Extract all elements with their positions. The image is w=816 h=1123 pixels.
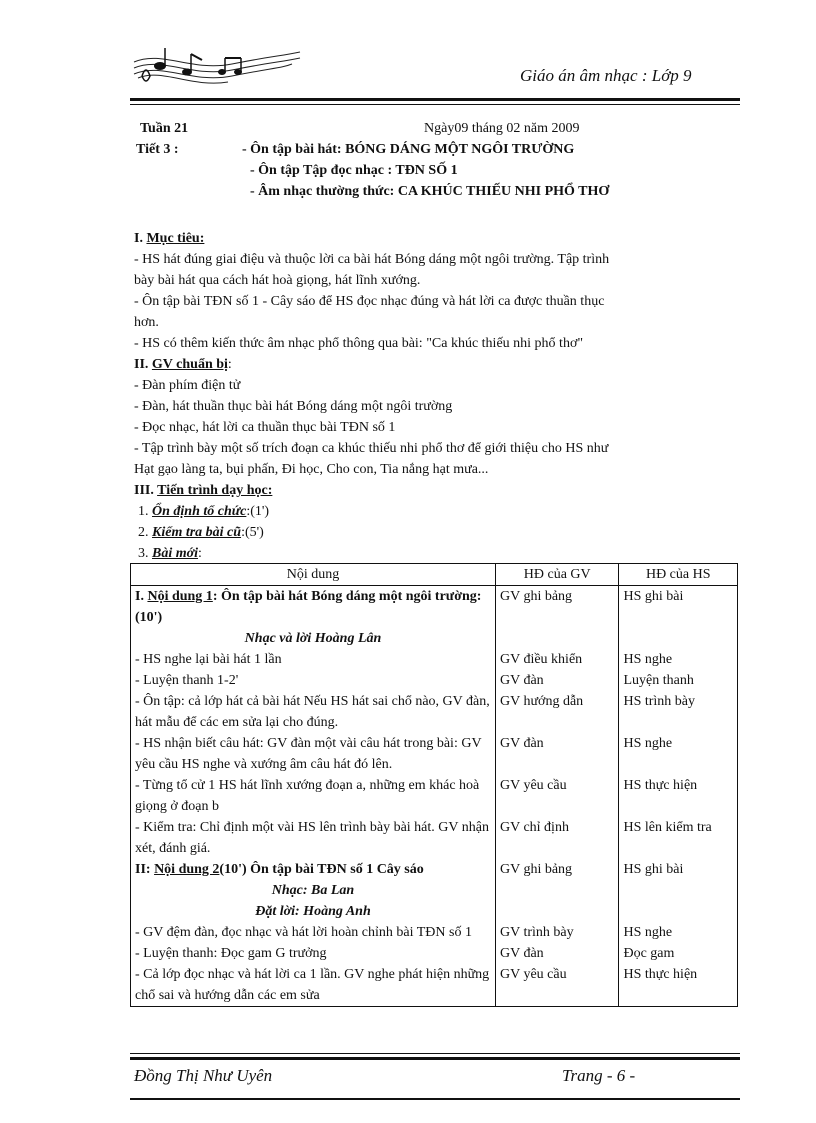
text-line: - HS có thêm kiến thức âm nhạc phổ thông qua bài: "Ca khúc thiếu nhi phổ thơ" [134,336,584,351]
week-label: Tuần 21 [140,121,189,136]
table-row [131,733,738,775]
footer-bottom-rule [130,1098,740,1100]
table-cell-content: - HS nghe lại bài hát 1 lần [131,649,496,670]
table-row [131,880,738,901]
table-cell-hs [619,901,738,922]
step-item [134,543,734,564]
table-cell-gv [495,880,618,901]
table-cell-hs: HS ghi bài [619,586,738,629]
table-row [131,922,738,943]
table-cell-content: - GV đệm đàn, đọc nhạc và hát lời hoàn chỉnh bài TĐN số 1 [131,922,496,943]
column-header: Nội dung [131,564,496,586]
column-header: HĐ của GV [495,564,618,586]
table-cell-gv: GV đàn [495,943,618,964]
header-rule-thin [130,104,740,105]
content-title: : Ôn tập bài hát Bóng dáng một ngôi trường: (10') [135,589,482,625]
table-cell-content: Đặt lời: Hoàng Anh [131,901,496,922]
table-cell-gv: GV yêu cầu [495,775,618,817]
text-line: hơn. [134,315,159,330]
table-cell-hs: Đọc gam [619,943,738,964]
table-cell-content: Nhạc và lời Hoàng Lân [131,628,496,649]
table-cell-content: - Luyện thanh 1-2' [131,670,496,691]
table-cell-content: - Kiểm tra: Chỉ định một vài HS lên trình bày bài hát. GV nhận xét, đánh giá. [131,817,496,859]
table-cell-content [131,859,496,880]
text-line: - Đàn, hát thuần thục bài hát Bóng dáng một ngôi trường [134,399,453,414]
column-header: HĐ của HS [619,564,738,586]
header-title: Giáo án âm nhạc : Lớp 9 [520,66,692,85]
table-cell-gv: GV đàn [495,733,618,775]
lesson-date: Ngày09 tháng 02 năm 2009 [424,121,580,136]
table-cell-hs: HS thực hiện [619,775,738,817]
section-number: II. [134,357,149,372]
footer-rule-thick [130,1057,740,1060]
step-item [134,501,734,522]
table-row [131,901,738,922]
table-cell-content: - Luyện thanh: Đọc gam G trưởng [131,943,496,964]
table-row [131,859,738,880]
step-number: 3. [138,546,149,561]
section-title: Tiến trình dạy học: [157,483,273,498]
text-line: - Đọc nhạc, hát lời ca thuần thục bài TĐN số 1 [134,420,396,435]
footer-rule-thin [130,1053,740,1054]
table-cell-gv: GV ghi bảng [495,586,618,629]
section-number: I. [134,231,143,246]
table-row [131,670,738,691]
table-row [131,691,738,733]
table-cell-content: - HS nhận biết câu hát: GV đàn một vài câu hát trong bài: GV yêu cầu HS nghe và xướng âm câu hát đó lên. [131,733,496,775]
table-cell-gv: GV yêu cầu [495,964,618,1007]
step-label: Kiểm tra bài cũ [152,525,242,540]
step-number: 2. [138,525,149,540]
step-time: :(1') [246,504,270,519]
table-cell-gv: GV trình bày [495,922,618,943]
table-cell-hs: HS thực hiện [619,964,738,1007]
header-rule-thick [130,98,740,101]
text-line: Hạt gạo làng ta, bụi phấn, Đi học, Cho con, Tia nắng hạt mưa... [134,462,489,477]
period-label: Tiết 3 : [136,142,179,157]
table-cell-hs [619,880,738,901]
table-cell-gv: GV chỉ định [495,817,618,859]
table-cell-content: - Cả lớp đọc nhạc và hát lời ca 1 lần. GV nghe phát hiện những chổ sai và hướng dẫn các em sửa [131,964,496,1007]
author-name: Đồng Thị Như Uyên [134,1066,273,1085]
table-cell-content: Nhạc: Ba Lan [131,880,496,901]
table-cell-hs: HS nghe [619,733,738,775]
table-cell-gv: GV hướng dẫn [495,691,618,733]
section-heading [134,228,734,249]
table-row [131,628,738,649]
text-line: - Đàn phím điện tử [134,378,241,393]
section-title: GV chuẩn bị [151,357,228,372]
table-cell-hs: Luyện thanh [619,670,738,691]
text-line: - Tập trình bày một số trích đoạn ca khúc thiếu nhi phổ thơ để giới thiệu cho HS như [134,441,609,456]
step-number: 1. [138,504,149,519]
section-heading [134,480,734,501]
text-line: - HS hát đúng giai điệu và thuộc lời ca bài hát Bóng dáng một ngôi trường. Tập trình [134,252,610,267]
section-preparation [134,354,734,480]
table-cell-gv: GV ghi bảng [495,859,618,880]
table-row [131,649,738,670]
table-cell-hs [619,628,738,649]
table-row [131,943,738,964]
section-process [134,480,734,564]
text-line: - Ôn tập bài TĐN số 1 - Cây sáo để HS đọc nhạc đúng và hát lời ca được thuần thục [134,294,605,309]
table-cell-gv: GV điều khiển [495,649,618,670]
table-cell-content [131,586,496,629]
music-notes-logo [132,42,302,92]
table-row [131,775,738,817]
table-cell-content: - Ôn tập: cả lớp hát cả bài hát Nếu HS hát sai chổ nào, GV đàn, hát mẫu để các em sửa lại cho đúng. [131,691,496,733]
section-objectives [134,228,734,354]
step-label: Bài mới [152,546,199,561]
topic-2: - Ôn tập Tập đọc nhạc : TĐN SỐ 1 [250,163,458,178]
table-header-row [131,564,738,586]
page-number: Trang - 6 - [562,1066,636,1085]
content-number: II: [135,862,151,877]
step-item [134,522,734,543]
table-cell-gv [495,901,618,922]
table-cell-hs: HS trình bày [619,691,738,733]
topic-1: - Ôn tập bài hát: BÓNG DÁNG MỘT NGÔI TRƯỜNG [242,142,575,157]
step-time: :(5') [241,525,264,540]
content-label: Nội dung 1 [147,589,213,604]
table-cell-hs: HS lên kiểm tra [619,817,738,859]
table-cell-hs: HS ghi bài [619,859,738,880]
table-row [131,586,738,629]
table-row [131,964,738,1007]
section-title: Mục tiêu: [146,231,205,246]
table-cell-gv [495,628,618,649]
table-cell-hs: HS nghe [619,922,738,943]
step-label: Ổn định tổ chức [152,504,247,519]
content-title: (10') Ôn tập bài TĐN số 1 Cây sáo [219,862,424,877]
section-heading [134,354,734,375]
step-time: : [198,546,202,561]
section-number: III. [134,483,154,498]
colon: : [227,357,232,372]
text-line: bày bài hát qua cách hát hoà giọng, hát lĩnh xướng. [134,273,421,288]
table-cell-hs: HS nghe [619,649,738,670]
table-cell-content: - Từng tổ cử 1 HS hát lĩnh xướng đoạn a, những em khác hoà giọng ở đoạn b [131,775,496,817]
table-cell-gv: GV đàn [495,670,618,691]
topic-3: - Âm nhạc thường thức: CA KHÚC THIẾU NHI PHỔ THƠ [250,184,610,199]
lesson-table [130,563,738,1007]
content-number: I. [135,589,144,604]
content-label: Nội dung 2 [154,862,220,877]
table-row [131,817,738,859]
